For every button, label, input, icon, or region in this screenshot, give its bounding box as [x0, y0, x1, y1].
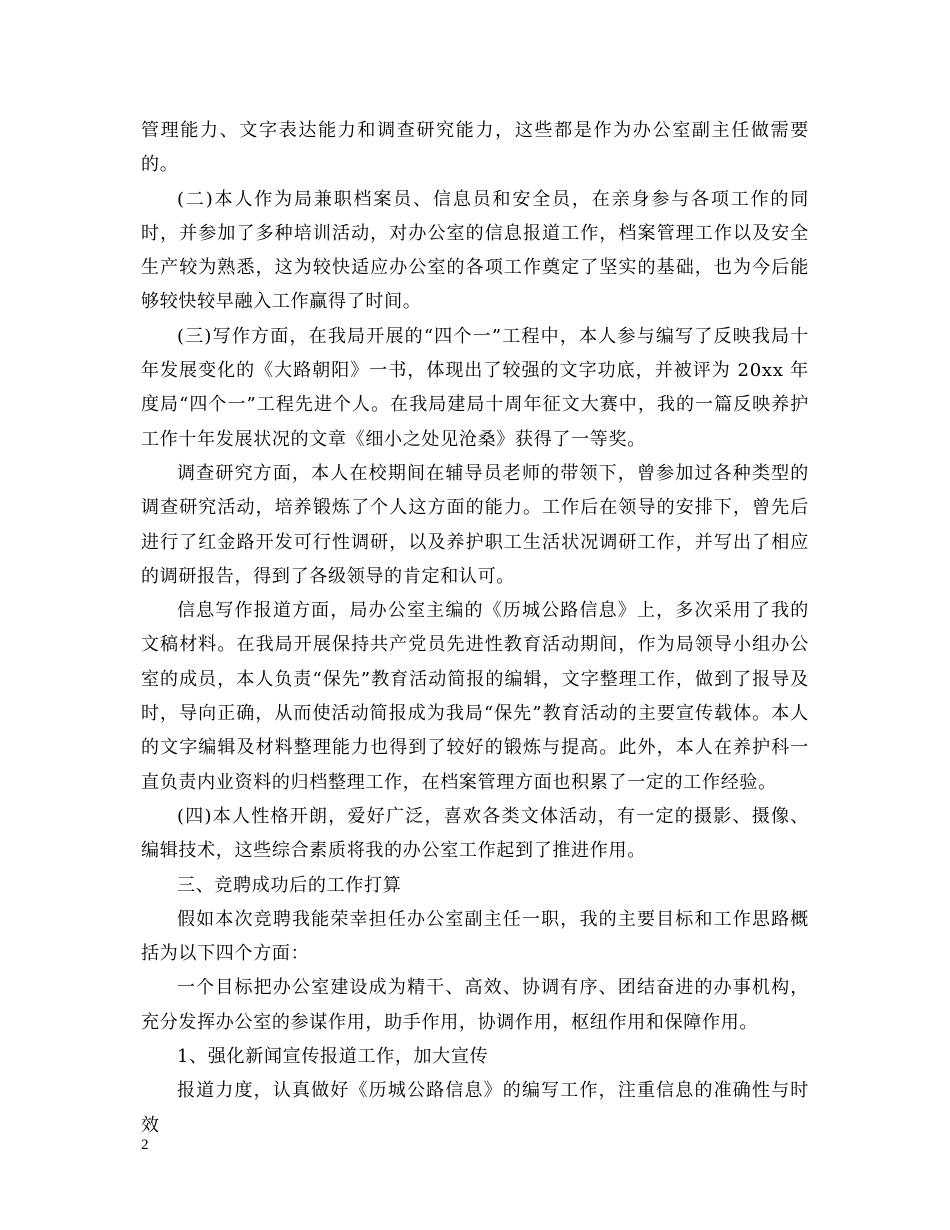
- paragraph-2: (二)本人作为局兼职档案员、信息员和安全员，在亲身参与各项工作的同时，并参加了多种培训活动，对办公室的信息报道工作，档案管理工作以及安全生产较为熟悉，这为较快适应办公室的各项工作奠定了坚实的基础，也为今后能够较快较早融入工作赢得了时间。: [141, 188, 809, 313]
- paragraph-3: (三)写作方面，在我局开展的“四个一”工程中，本人参与编写了反映我局十年发展变化的《大路朝阳》一书，体现出了较强的文字功底，并被评为 20xx 年度局“四个一”工程先进个人。在我局建局十周年征文大赛中，我的一篇反映养护工作十年发展状况的文章《细小之处见沧桑》获得了一等奖。: [141, 325, 809, 450]
- paragraph-11: 报道力度，认真做好《历城公路信息》的编写工作，注重信息的准确性与时效: [141, 1080, 809, 1136]
- paragraph-9: 一个目标把办公室建设成为精干、高效、协调有序、团结奋进的办事机构，充分发挥办公室的参谋作用，助手作用，协调作用，枢纽作用和保障作用。: [141, 977, 809, 1033]
- paragraph-5: 信息写作报道方面，局办公室主编的《历城公路信息》上，多次采用了我的文稿材料。在我局开展保持共产党员先进性教育活动期间，作为局领导小组办公室的成员，本人负责“保先”教育活动简报的编辑，文字整理工作，做到了报导及时，导向正确，从而使活动简报成为我局“保先”教育活动的主要宣传载体。本人的文字编辑及材料整理能力也得到了较好的锻炼与提高。此外，本人在养护科一直负责内业资料的归档整理工作，在档案管理方面也积累了一定的工作经验。: [141, 600, 809, 793]
- section-heading: 三、竞聘成功后的工作打算: [177, 874, 402, 896]
- paragraph-6: (四)本人性格开朗，爱好广泛，喜欢各类文体活动，有一定的摄影、摄像、编辑技术，这些综合素质将我的办公室工作起到了推进作用。: [141, 805, 809, 862]
- paragraph-4: 调查研究方面，本人在校期间在辅导员老师的带领下，曾参加过各种类型的调查研究活动，培养锻炼了个人这方面的能力。工作后在领导的安排下，曾先后进行了红金路开发可行性调研，以及养护职工生活状况调研工作，并写出了相应的调研报告，得到了各级领导的肯定和认可。: [141, 462, 809, 587]
- paragraph-8: 假如本次竞聘我能荣幸担任办公室副主任一职，我的主要目标和工作思路概括为以下四个方面：: [141, 908, 809, 965]
- page-number: 2: [141, 1137, 149, 1153]
- paragraph-1: 管理能力、文字表达能力和调查研究能力，这些都是作为办公室副主任做需要的。: [141, 120, 809, 176]
- list-item-1: 1、强化新闻宣传报道工作，加大宣传: [177, 1046, 489, 1068]
- body-text: [141, 114, 809, 1143]
